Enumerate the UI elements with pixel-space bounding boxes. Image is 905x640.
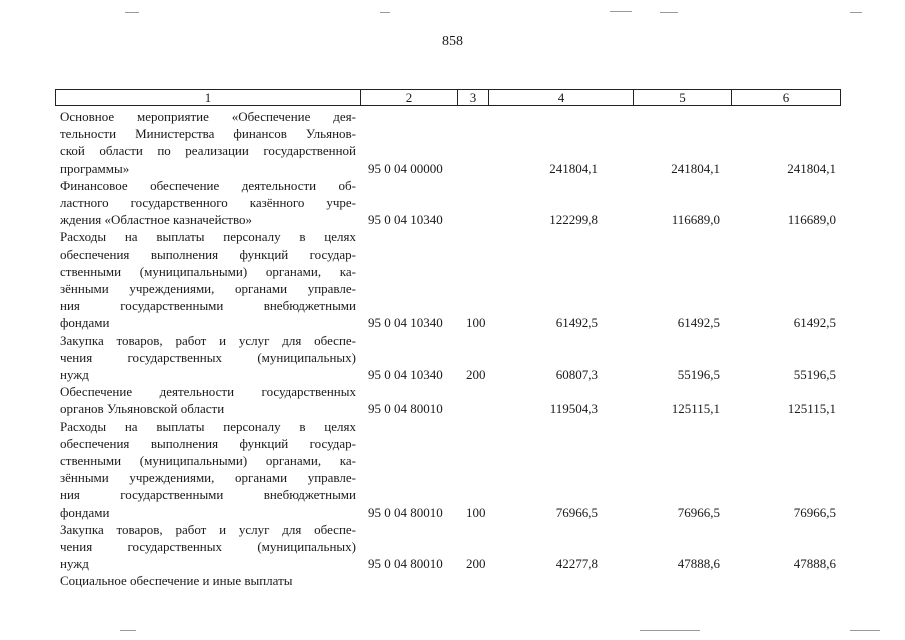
description-line: нужд <box>60 367 89 382</box>
scan-speck <box>850 12 862 13</box>
target-article-code: 95 0 04 80010 <box>368 504 443 520</box>
expense-type-code: 200 <box>466 366 486 382</box>
description-line: ственными (муниципальными) органами, ка- <box>60 453 356 468</box>
scan-speck <box>380 12 390 13</box>
target-article-code: 95 0 04 80010 <box>368 401 443 417</box>
page-number: 858 <box>442 34 463 49</box>
header-col-6: 6 <box>782 90 790 105</box>
amount-col-5: 125115,1 <box>671 401 720 417</box>
description-line: программы» <box>60 160 130 176</box>
row-description <box>60 383 356 417</box>
description-line: ждения «Областное казначейство» <box>60 212 253 228</box>
header-col-1: 1 <box>56 90 361 105</box>
amount-col-5: 241804,1 <box>671 160 720 176</box>
amount-col-6: 125115,1 <box>787 401 836 417</box>
amount-col-6: 76966,5 <box>793 504 836 520</box>
scan-speck <box>125 12 139 13</box>
description-line: ластного государственного казённого учре- <box>60 195 356 210</box>
amount-col-6: 47888,6 <box>793 556 836 572</box>
description-line: чения государственных (муниципальных) <box>60 349 356 365</box>
target-article-code: 95 0 04 00000 <box>368 160 443 176</box>
amount-col-5: 116689,0 <box>671 212 720 228</box>
amount-col-5: 47888,6 <box>677 556 720 572</box>
amount-col-4: 122299,8 <box>549 212 598 228</box>
description-line: ния государственными внебюджетными <box>60 487 356 503</box>
amount-col-6: 116689,0 <box>787 212 836 228</box>
amount-col-4: 76966,5 <box>555 504 598 520</box>
description-line: органов Ульяновской области <box>60 401 225 417</box>
amount-col-4: 42277,8 <box>555 556 598 572</box>
amount-col-6: 55196,5 <box>793 366 836 382</box>
description-line: тельности Министерства финансов Ульянов- <box>60 126 356 142</box>
row-description <box>60 332 356 384</box>
description-line: фондами <box>60 504 110 520</box>
amount-col-4: 241804,1 <box>549 160 598 176</box>
amount-col-5: 55196,5 <box>677 366 720 382</box>
amount-col-6: 61492,5 <box>793 315 836 331</box>
scan-speck <box>640 630 700 631</box>
header-col-3: 3 <box>458 90 489 105</box>
scan-speck <box>850 630 880 631</box>
description-line: Социальное обеспечение и иные выплаты <box>60 573 293 589</box>
scan-speck <box>120 630 136 631</box>
description-line: Финансовое обеспечение деятельности об- <box>60 177 356 193</box>
amount-col-4: 61492,5 <box>555 315 598 331</box>
target-article-code: 95 0 04 10340 <box>368 212 443 228</box>
row-description <box>60 108 356 177</box>
header-col-4: 4 <box>489 90 634 105</box>
description-line: Закупка товаров, работ и услуг для обеспе- <box>60 332 356 348</box>
target-article-code: 95 0 04 10340 <box>368 315 443 331</box>
scan-speck <box>660 12 678 13</box>
expense-type-code: 100 <box>466 315 486 331</box>
table-header <box>55 89 841 106</box>
amount-col-5: 76966,5 <box>677 504 720 520</box>
amount-col-5: 61492,5 <box>677 315 720 331</box>
description-line: обеспечения выполнения функций государ- <box>60 246 356 262</box>
description-line: чения государственных (муниципальных) <box>60 539 356 554</box>
amount-col-6: 241804,1 <box>787 160 836 176</box>
row-description <box>60 572 356 589</box>
expense-type-code: 200 <box>466 556 486 572</box>
description-line: обеспечения выполнения функций государ- <box>60 435 356 451</box>
row-description <box>60 177 356 229</box>
description-line: Основное мероприятие «Обеспечение дея- <box>60 109 356 124</box>
description-line: Обеспечение деятельности государственных <box>60 384 356 400</box>
header-col-2: 2 <box>361 90 458 105</box>
amount-col-4: 60807,3 <box>555 366 598 382</box>
target-article-code: 95 0 04 80010 <box>368 556 443 572</box>
row-description <box>60 418 356 521</box>
description-line: Закупка товаров, работ и услуг для обеспе- <box>60 521 356 537</box>
description-line: ской области по реализации государственной <box>60 143 356 159</box>
header-col-5: 5 <box>634 90 732 105</box>
row-description <box>60 521 356 573</box>
scan-speck <box>610 11 632 12</box>
amount-col-4: 119504,3 <box>549 401 598 417</box>
description-line: нужд <box>60 556 89 572</box>
description-line: зёнными учреждениями, органами управле- <box>60 470 356 486</box>
expense-type-code: 100 <box>466 504 486 520</box>
description-line: ственными (муниципальными) органами, ка- <box>60 263 356 279</box>
description-line: зёнными учреждениями, органами управле- <box>60 281 356 296</box>
target-article-code: 95 0 04 10340 <box>368 366 443 382</box>
description-line: Расходы на выплаты персоналу в целях <box>60 229 356 245</box>
description-line: Расходы на выплаты персоналу в целях <box>60 418 356 434</box>
description-line: фондами <box>60 315 110 331</box>
description-line: ния государственными внебюджетными <box>60 298 356 314</box>
row-description <box>60 228 356 331</box>
